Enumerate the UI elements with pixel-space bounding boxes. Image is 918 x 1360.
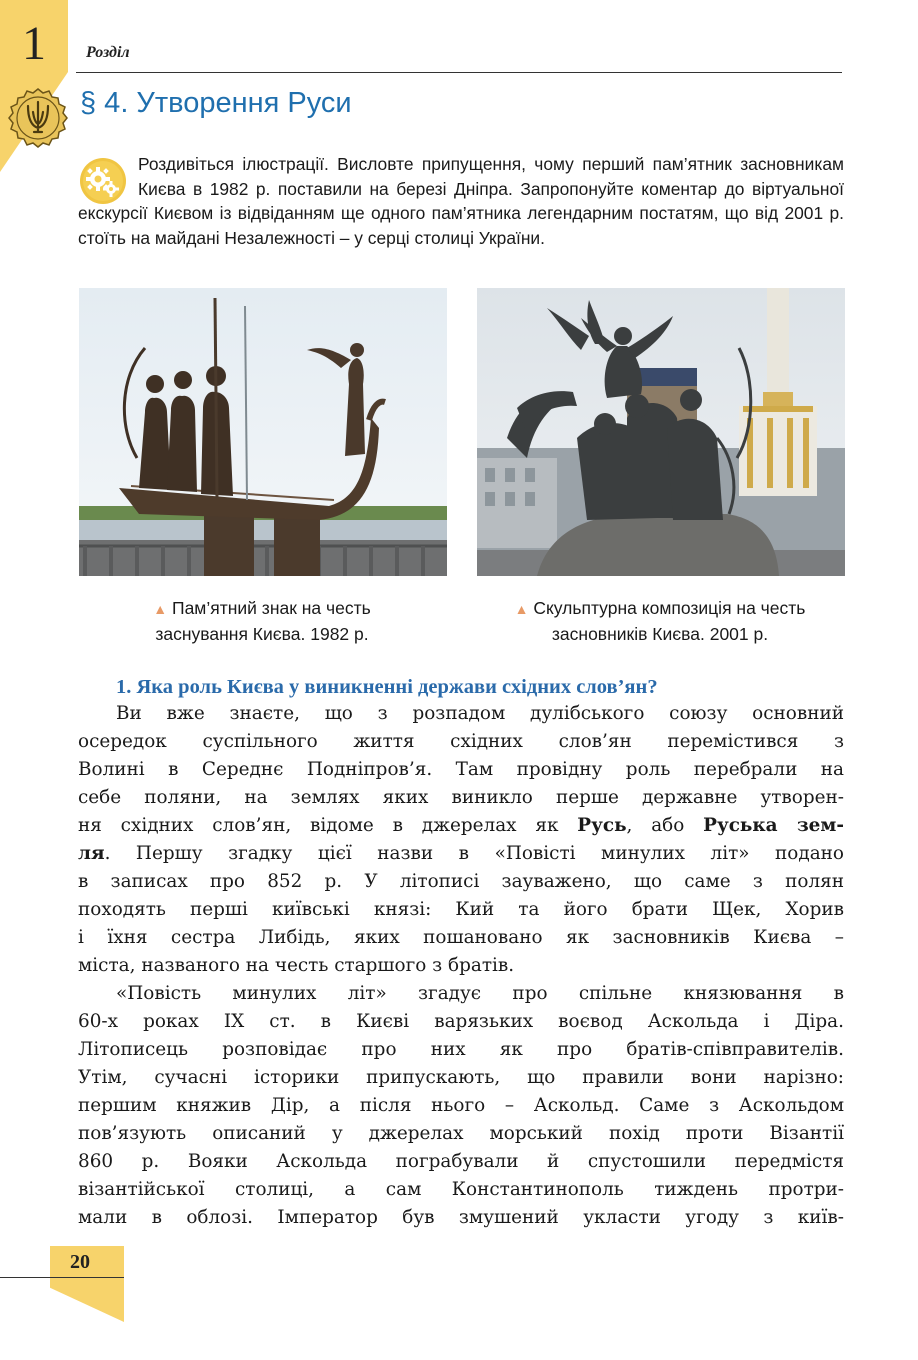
page-number: 20: [70, 1251, 90, 1273]
caption-triangle-icon: ▲: [153, 601, 168, 617]
trident-coin-icon: [6, 86, 70, 150]
task-text: Роздивіться ілюстрації. Висловте припущення, чому перший пам’ятник засновникам Києва в 1982 р. поставили на березі Дніпра. Запропонуйте коментар до віртуальної екскурсії Києвом із відвіданням ще одного пам’ятника легендарним постатям, що від 2001 р. стоїть на майдані Незалежності – у серці столиці України.: [78, 154, 844, 248]
section-title: § 4. Утворення Руси: [80, 87, 352, 119]
header-rule: [76, 72, 842, 73]
caption-triangle-icon: ▲: [514, 601, 529, 617]
photo-founders-maidan-sculpture: [477, 288, 845, 576]
body-paragraph: Ви вже знаєте, що з розпадом дулібського союзу основний осередок суспільного життя східних слов’ян перемістився з Волині в Середнє Подніпров’я. Там провідну роль перебрали на себе поляни, на землях яких виникло перше державне утворен- ня східних слов’ян, відоме в джерелах як Русь, або Руська зем- ля. Першу згадку цієї назви в «Повісті минулих літ» подано в записах про 852 р. У літописі зауважено, що саме з полян походять перші київські князі: Кий та його брати Щек, Хорив і їхня сестра Либідь, яких пошановано як засновників Києва – міста, названого на честь старшого з братів.: [78, 703, 844, 976]
term-rus: Русь: [577, 815, 627, 836]
chapter-number: 1: [22, 17, 46, 70]
body-paragraph: «Повість минулих літ» згадує про спільне князювання в 60-х роках IX ст. в Києві варязьких воєвод Аскольда і Діра. Літописець розповідає про них як про братів-співправителів. Утім, сучасні історики припускають, що правили вони нарізно: першим княжив Дір, а після нього – Аскольд. Саме з Аскольдом пов’язують описаний у джерелах морський похід проти Візантії 860 р. Вояки Аскольда пограбували й спустошили передмістя візантійської столиці, а сам Константинополь тиждень протри- мали в облозі. Імператор був змушений укласти угоду з київ-: [78, 983, 844, 1228]
chapter-label: Розділ: [86, 44, 130, 61]
photo-founders-boat-monument: [79, 288, 447, 576]
question-heading: 1. Яка роль Києва у виникненні держави східних слов’ян?: [116, 676, 658, 698]
term-ruska-zemlia-end: ля: [78, 843, 105, 864]
figure-caption: ▲ Пам’ятний знак на честь заснування Києва. 1982 р.: [153, 598, 371, 644]
term-ruska-zemlia: Руська зем-: [703, 815, 844, 836]
footer-rule: [0, 1277, 124, 1278]
figure-caption: ▲ Скульптурна композиція на честь засновників Києва. 2001 р.: [514, 598, 806, 644]
